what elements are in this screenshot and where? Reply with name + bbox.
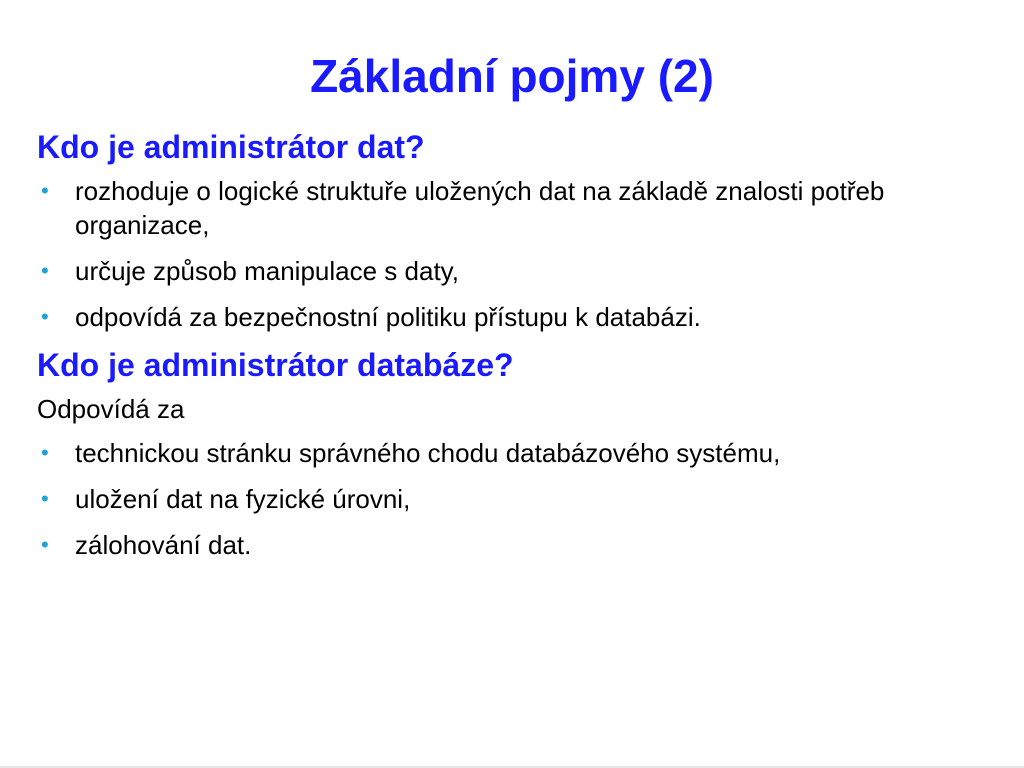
bullet-icon: • [41, 178, 49, 203]
slide-title: Základní pojmy (2) [310, 50, 714, 102]
section2-heading: Kdo je administrátor databáze? [37, 347, 514, 383]
bullet-icon: • [41, 440, 49, 465]
list-item-text: technickou stránku správného chodu databázového systému, [75, 438, 781, 468]
section2-list [37, 436, 987, 562]
list-item [37, 436, 987, 470]
list-item [37, 300, 987, 334]
list-item-text: rozhoduje o logické struktuře uložených dat na základě znalosti potřeb organizace, [75, 176, 885, 240]
list-item [37, 174, 987, 242]
list-item-text: zálohování dat. [75, 530, 252, 560]
bullet-icon: • [41, 258, 49, 283]
list-item [37, 482, 987, 516]
list-item-text: odpovídá za bezpečnostní politiku přístupu k databázi. [75, 302, 701, 332]
bullet-icon: • [41, 532, 49, 557]
list-item-text: určuje způsob manipulace s daty, [75, 256, 459, 286]
list-item [37, 528, 987, 562]
section1-heading: Kdo je administrátor dat? [37, 129, 425, 165]
slide-content [37, 128, 987, 574]
bullet-icon: • [41, 304, 49, 329]
list-item-text: uložení dat na fyzické úrovni, [75, 484, 411, 514]
list-item [37, 254, 987, 288]
bullet-icon: • [41, 486, 49, 511]
section2-intro: Odpovídá za [37, 394, 185, 424]
section1-list [37, 174, 987, 334]
